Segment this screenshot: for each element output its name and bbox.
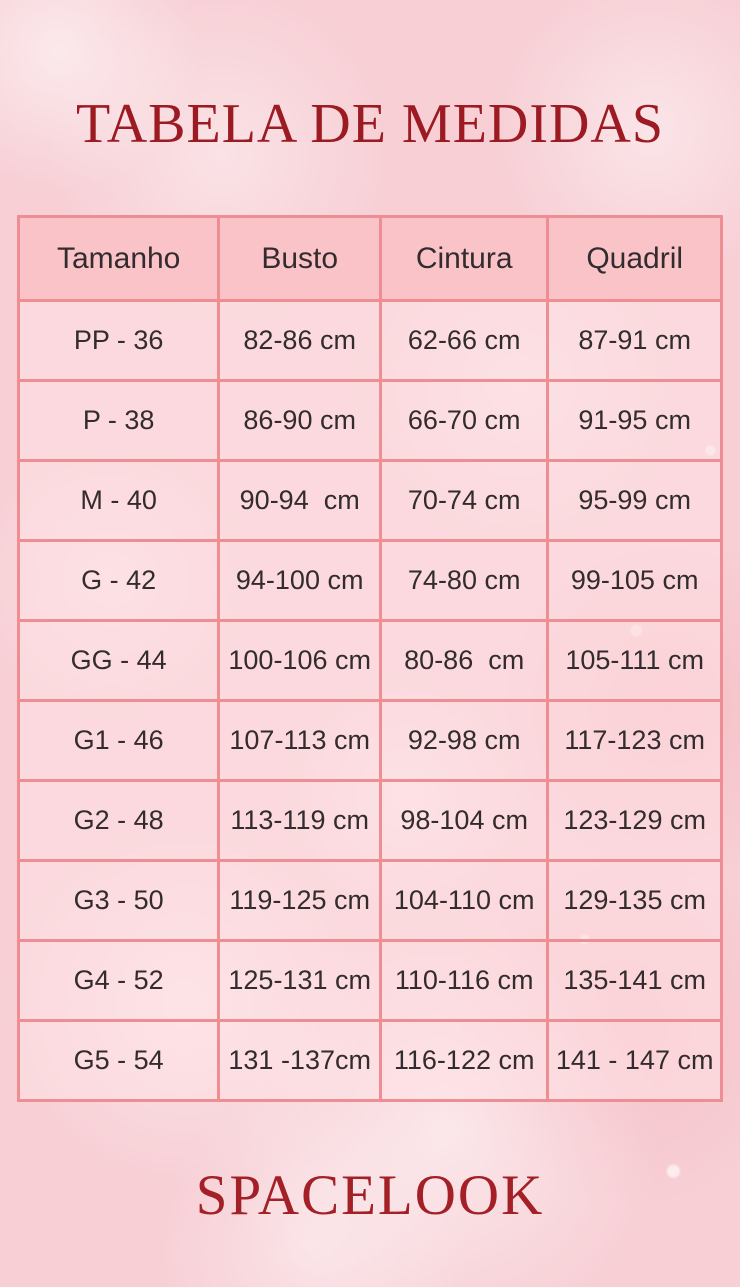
cell-bust: 86-90 cm	[219, 381, 381, 461]
cell-waist: 92-98 cm	[381, 701, 548, 781]
cell-bust: 90-94 cm	[219, 461, 381, 541]
cell-hip: 117-123 cm	[548, 701, 722, 781]
header-cell-tamanho: Tamanho	[19, 217, 219, 301]
cell-waist: 80-86 cm	[381, 621, 548, 701]
cell-hip: 105-111 cm	[548, 621, 722, 701]
cell-size: G3 - 50	[19, 861, 219, 941]
cell-bust: 125-131 cm	[219, 941, 381, 1021]
cell-bust: 82-86 cm	[219, 301, 381, 381]
cell-hip: 135-141 cm	[548, 941, 722, 1021]
table-row	[19, 381, 722, 461]
cell-hip: 141 - 147 cm	[548, 1021, 722, 1101]
table-row	[19, 861, 722, 941]
header-cell-cintura: Cintura	[381, 217, 548, 301]
cell-waist: 70-74 cm	[381, 461, 548, 541]
cell-size: PP - 36	[19, 301, 219, 381]
table-row	[19, 1021, 722, 1101]
cell-size: G5 - 54	[19, 1021, 219, 1101]
cell-size: GG - 44	[19, 621, 219, 701]
cell-size: M - 40	[19, 461, 219, 541]
cell-waist: 62-66 cm	[381, 301, 548, 381]
page-title: TABELA DE MEDIDAS	[75, 93, 665, 155]
cell-hip: 87-91 cm	[548, 301, 722, 381]
size-table-body	[19, 301, 722, 1101]
cell-bust: 119-125 cm	[219, 861, 381, 941]
cell-size: G - 42	[19, 541, 219, 621]
cell-bust: 131 -137cm	[219, 1021, 381, 1101]
cell-bust: 107-113 cm	[219, 701, 381, 781]
header-cell-quadril: Quadril	[548, 217, 722, 301]
table-row	[19, 621, 722, 701]
brand-logo-text: SPACELOOK	[195, 1164, 545, 1227]
table-row	[19, 701, 722, 781]
cell-hip: 129-135 cm	[548, 861, 722, 941]
cell-waist: 104-110 cm	[381, 861, 548, 941]
cell-bust: 94-100 cm	[219, 541, 381, 621]
table-row	[19, 461, 722, 541]
cell-waist: 98-104 cm	[381, 781, 548, 861]
table-row	[19, 541, 722, 621]
cell-hip: 123-129 cm	[548, 781, 722, 861]
cell-hip: 95-99 cm	[548, 461, 722, 541]
cell-bust: 113-119 cm	[219, 781, 381, 861]
size-chart-table	[17, 215, 723, 1102]
cell-waist: 66-70 cm	[381, 381, 548, 461]
table-row	[19, 941, 722, 1021]
cell-size: P - 38	[19, 381, 219, 461]
cell-waist: 110-116 cm	[381, 941, 548, 1021]
cell-hip: 91-95 cm	[548, 381, 722, 461]
cell-bust: 100-106 cm	[219, 621, 381, 701]
table-row	[19, 301, 722, 381]
cell-hip: 99-105 cm	[548, 541, 722, 621]
cell-size: G1 - 46	[19, 701, 219, 781]
table-row	[19, 781, 722, 861]
cell-waist: 74-80 cm	[381, 541, 548, 621]
cell-size: G2 - 48	[19, 781, 219, 861]
size-table-header	[19, 217, 722, 301]
cell-waist: 116-122 cm	[381, 1021, 548, 1101]
header-cell-busto: Busto	[219, 217, 381, 301]
cell-size: G4 - 52	[19, 941, 219, 1021]
header-row	[19, 217, 722, 301]
